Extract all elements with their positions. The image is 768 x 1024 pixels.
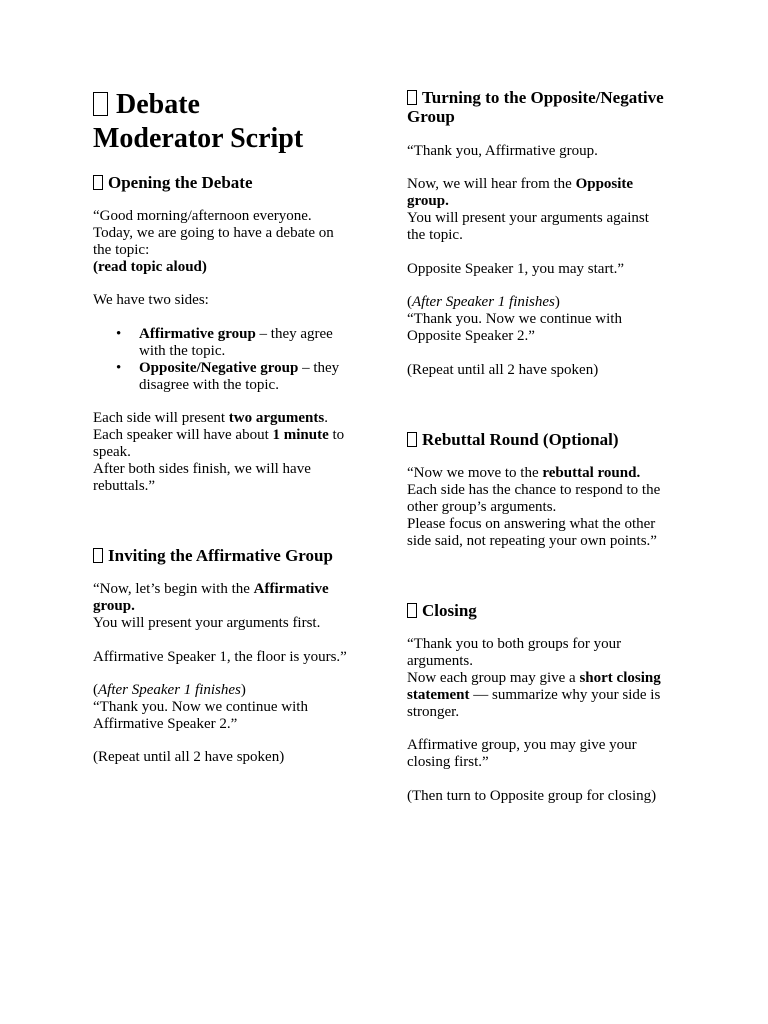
opening-greeting: “Good morning/afternoon everyone. Today, we are going to have a debate on the topic: (read topic aloud) [93, 208, 334, 275]
opposite-thanks: “Thank you, Affirmative group. [407, 143, 598, 159]
closing-affirmative-first: Affirmative group, you may give your closing first.” [407, 737, 637, 770]
section-heading-rebuttal: Rebuttal Round (Optional) [407, 430, 675, 449]
rules-text: Each side will present two arguments. Each speaker will have about 1 minute to speak. After both sides finish, we will have rebuttals.” [93, 410, 345, 494]
two-sides-text: We have two sides: [93, 292, 209, 308]
affirmative-intro: “Now, let’s begin with the Affirmative group. You will present your arguments first. [93, 581, 329, 631]
missing-glyph-icon [93, 92, 108, 116]
read-topic-instruction: (read topic aloud) [93, 259, 207, 275]
section-heading-closing: Closing [407, 601, 675, 620]
section-heading-opening: Opening the Debate [93, 173, 361, 192]
missing-glyph-icon [407, 90, 417, 105]
missing-glyph-icon [93, 548, 103, 563]
opposite-intro: Now, we will hear from the Opposite group. You will present your arguments against the topic. [407, 176, 649, 243]
opposite-after: (After Speaker 1 finishes) “Thank you. Now we continue with Opposite Speaker 2.” [407, 294, 622, 344]
affirmative-after: (After Speaker 1 finishes) “Thank you. Now we continue with Affirmative Speaker 2.” [93, 682, 308, 732]
list-item: • Opposite/Negative group – they disagree with the topic. [116, 360, 340, 393]
section-heading-opposite: Turning to the Opposite/Negative Group [407, 88, 664, 126]
missing-glyph-icon [407, 603, 417, 618]
affirmative-floor: Affirmative Speaker 1, the floor is yours.” [93, 649, 347, 665]
section-heading-affirmative: Inviting the Affirmative Group [93, 546, 361, 565]
opposite-start: Opposite Speaker 1, you may start.” [407, 261, 625, 277]
closing-then: (Then turn to Opposite group for closing) [407, 788, 657, 804]
page-title: Debate Moderator Script [93, 89, 304, 154]
bullet-icon: • [116, 360, 122, 376]
affirmative-repeat: (Repeat until all 2 have spoken) [93, 749, 285, 765]
list-item: • Affirmative group – they agree with the topic. [116, 326, 333, 359]
missing-glyph-icon [407, 432, 417, 447]
sides-list [93, 326, 363, 394]
missing-glyph-icon [93, 175, 103, 190]
bullet-icon: • [116, 326, 122, 342]
rebuttal-text: “Now we move to the rebuttal round. Each side has the chance to respond to the other group’s arguments. Please focus on answering what the other side said, not repeating your own points.” [407, 465, 661, 549]
closing-text: “Thank you to both groups for your arguments. Now each group may give a short closing statement — summarize why your side is stronger. [407, 636, 661, 720]
opposite-repeat: (Repeat until all 2 have spoken) [407, 362, 599, 378]
